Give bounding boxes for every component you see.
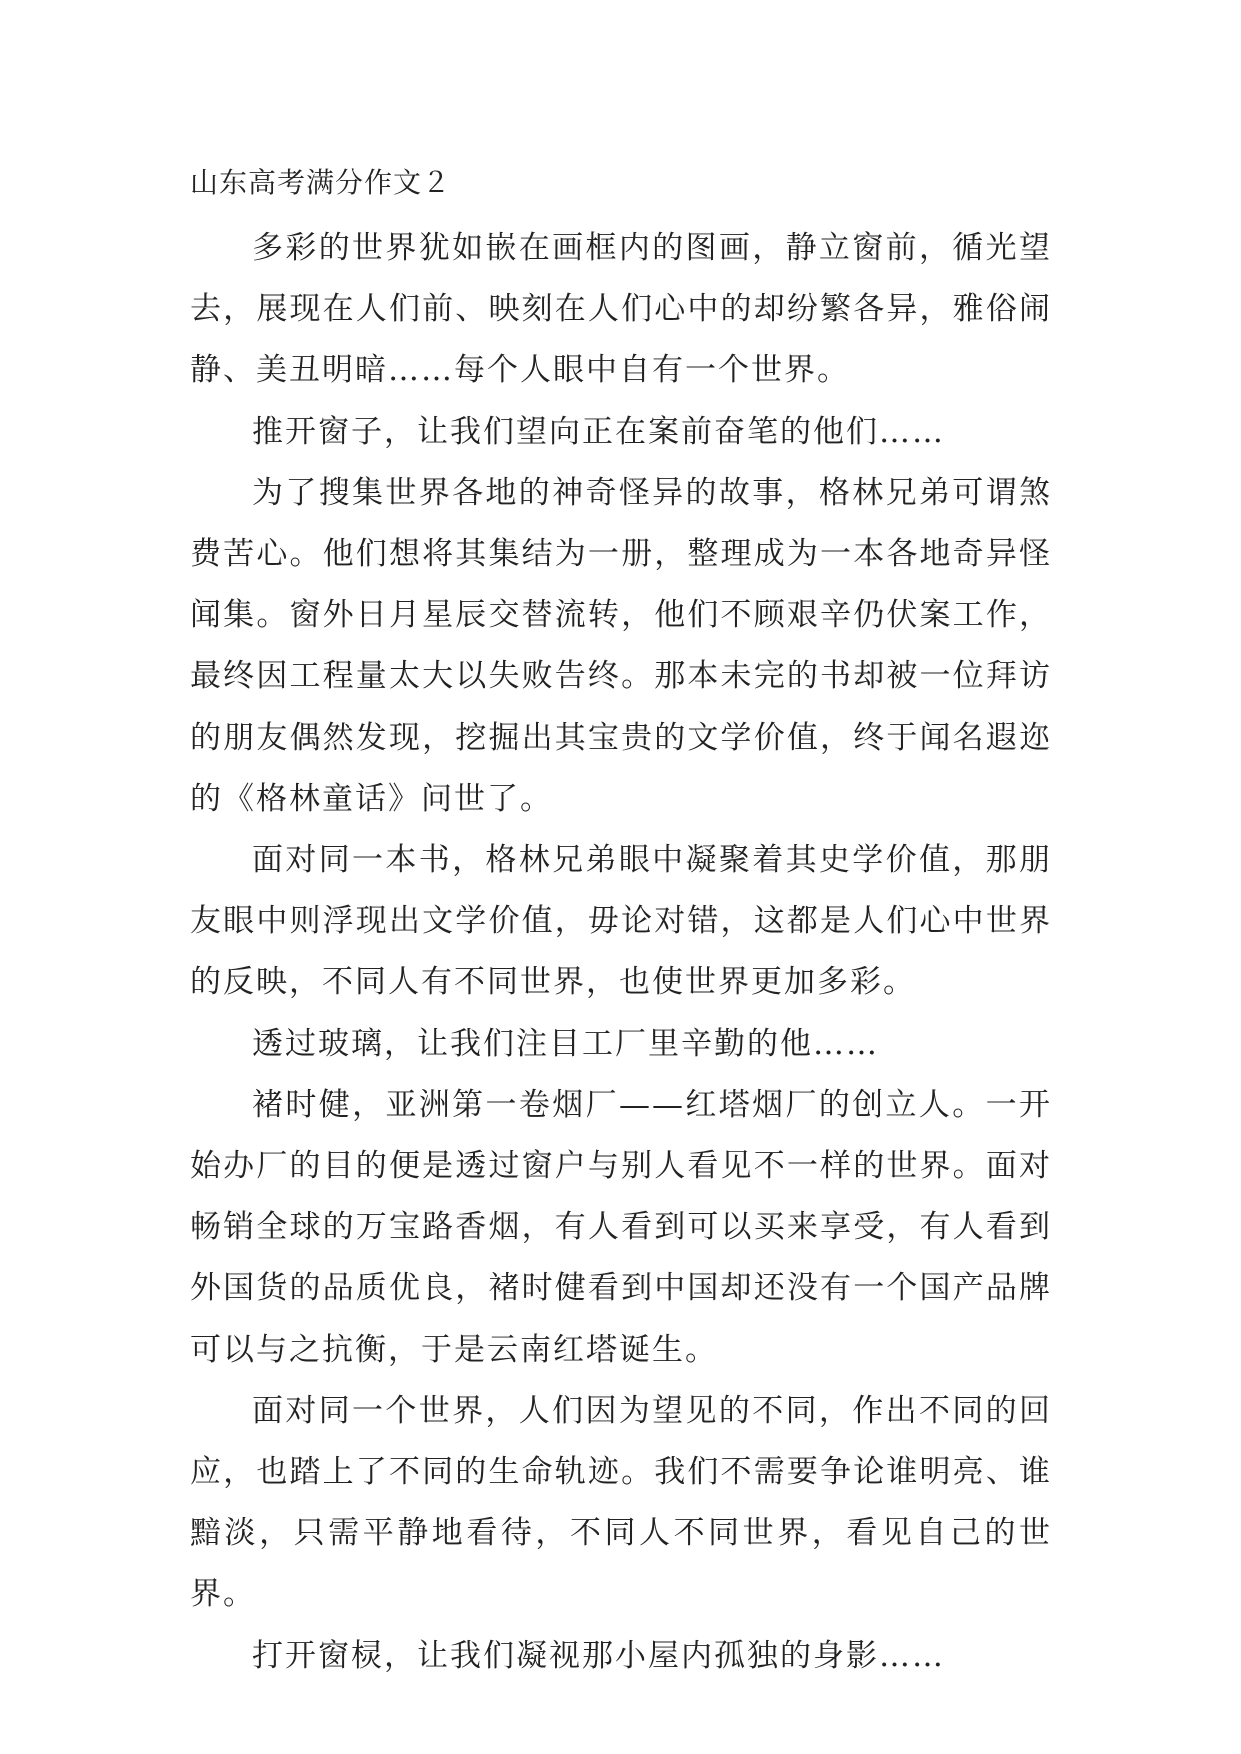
paragraph-1: 多彩的世界犹如嵌在画框内的图画，静立窗前，循光望去，展现在人们前、映刻在人们心中的却纷繁各异，雅俗闹静、美丑明暗……每个人眼中自有一个世界。 (190, 230, 1052, 389)
paragraph-4: 面对同一本书，格林兄弟眼中凝聚着其史学价值，那朋友眼中则浮现出文学价值，毋论对错，这都是人们心中世界的反映，不同人有不同世界，也使世界更加多彩。 (190, 842, 1052, 1001)
paragraph-6: 褚时健，亚洲第一卷烟厂——红塔烟厂的创立人。一开始办厂的目的便是透过窗户与别人看见不一样的世界。面对畅销全球的万宝路香烟，有人看到可以买来享受，有人看到外国货的品质优良，褚时健看到中国却还没有一个国产品牌可以与之抗衡，于是云南红塔诞生。 (190, 1086, 1052, 1368)
document-title: 山东高考满分作文２ (190, 166, 452, 199)
paragraph-8: 打开窗棂，让我们凝视那小屋内孤独的身影…… (252, 1637, 945, 1674)
paragraph-2: 推开窗子，让我们望向正在案前奋笔的他们…… (252, 413, 945, 450)
paragraph-3: 为了搜集世界各地的神奇怪异的故事，格林兄弟可谓煞费苦心。他们想将其集结为一册，整理成为一本各地奇异怪闻集。窗外日月星辰交替流转，他们不顾艰辛仍伏案工作，最终因工程量太大以失败告终。那本未完的书却被一位拜访的朋友偶然发现，挖掘出其宝贵的文学价值，终于闻名遐迩的《格林童话》问世了。 (190, 474, 1052, 817)
paragraph-5: 透过玻璃，让我们注目工厂里辛勤的他…… (252, 1025, 879, 1062)
paragraph-7: 面对同一个世界，人们因为望见的不同，作出不同的回应，也踏上了不同的生命轨迹。我们不需要争论谁明亮、谁黯淡，只需平静地看待，不同人不同世界，看见自己的世界。 (190, 1392, 1052, 1613)
document-body (190, 218, 1052, 1687)
